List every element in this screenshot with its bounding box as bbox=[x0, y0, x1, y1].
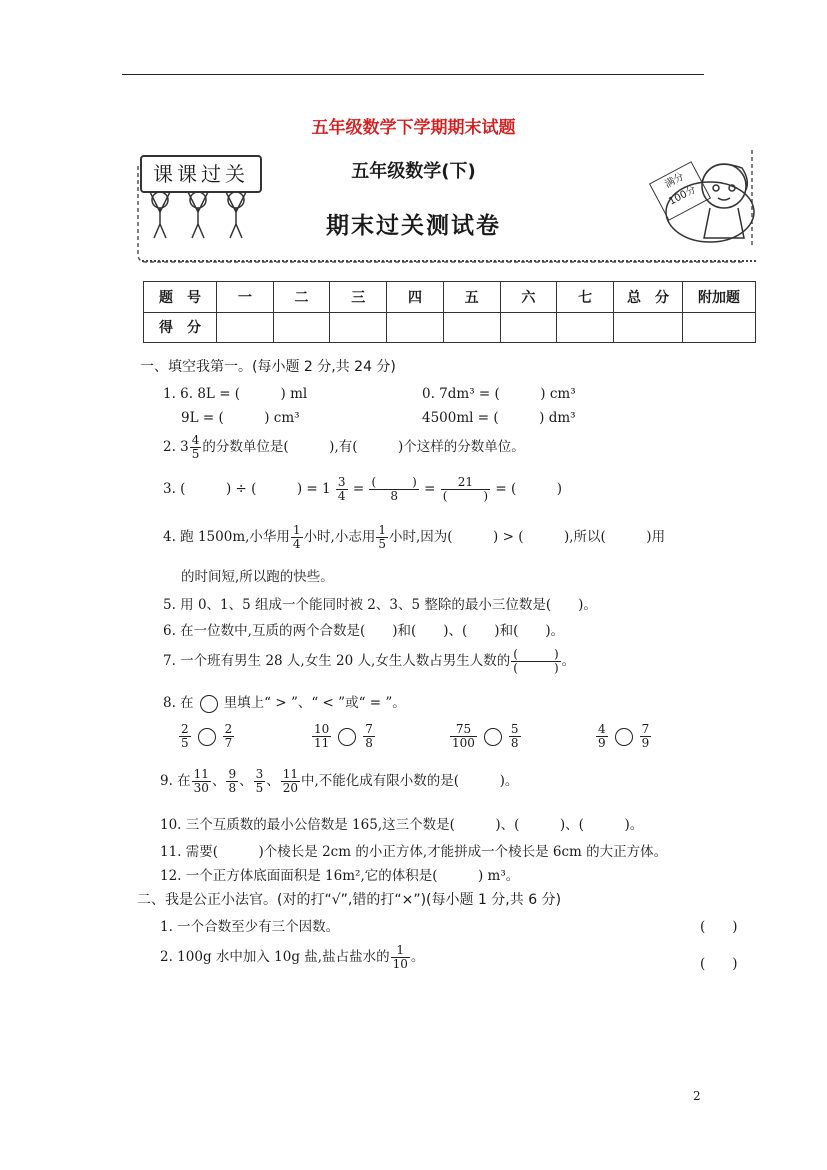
numerator: 7 bbox=[641, 722, 650, 736]
compare-circle-input[interactable] bbox=[198, 728, 216, 746]
denominator: 11 bbox=[314, 736, 330, 750]
denominator: 10 bbox=[392, 957, 408, 971]
score-input-cell[interactable] bbox=[443, 312, 500, 343]
answer-paren[interactable]: ( ) bbox=[700, 919, 738, 935]
banner-stamp: 课课过关 bbox=[140, 155, 262, 193]
q8-pair bbox=[595, 723, 652, 750]
document-title: 五年级数学下学期期末试题 bbox=[311, 118, 516, 138]
page-number: 2 bbox=[693, 1089, 701, 1103]
q8-pair bbox=[449, 723, 522, 750]
question-9 bbox=[160, 768, 518, 795]
denominator: 8 bbox=[228, 781, 237, 795]
denominator: ( ) bbox=[442, 489, 489, 503]
banner-subtitle: 五年级数学(下) bbox=[351, 161, 476, 182]
numerator: 9 bbox=[228, 767, 237, 781]
numerator: 4 bbox=[191, 433, 200, 447]
numerator: 1 bbox=[378, 523, 386, 537]
denominator: 8 bbox=[390, 489, 398, 503]
separator: 、 bbox=[266, 773, 280, 789]
numerator: 10 bbox=[314, 722, 330, 736]
fraction bbox=[226, 768, 238, 795]
table-cell: 四 bbox=[387, 282, 444, 313]
badge-line2: 100分 bbox=[667, 184, 699, 208]
numerator: 11 bbox=[193, 767, 209, 781]
denominator: 5 bbox=[378, 537, 386, 551]
q2-post: 。 bbox=[410, 949, 425, 965]
fraction bbox=[336, 476, 348, 503]
fraction bbox=[441, 476, 490, 503]
tf-question-2 bbox=[160, 944, 424, 971]
question-7 bbox=[163, 648, 575, 675]
fraction bbox=[291, 524, 303, 551]
numerator: 75 bbox=[450, 723, 477, 737]
blank-circle-icon bbox=[200, 695, 218, 713]
score-input-cell[interactable] bbox=[330, 312, 387, 343]
q1a-right: 0. 7dm³ = ( ) cm³ bbox=[422, 386, 576, 402]
denominator: 5 bbox=[255, 781, 264, 795]
score-table bbox=[143, 281, 756, 343]
q2-pre: 2. 3 bbox=[163, 439, 189, 455]
denominator: 9 bbox=[598, 736, 606, 750]
question-2 bbox=[163, 434, 525, 461]
fraction bbox=[369, 476, 418, 503]
q2-post: 的分数单位是( ),有( )个这样的分数单位。 bbox=[202, 439, 525, 455]
q3-post: = ( ) bbox=[495, 481, 563, 497]
numerator: 3 bbox=[255, 767, 264, 781]
q4-part-c: 小时,因为( ) > ( ),所以( )用 bbox=[389, 529, 666, 545]
score-table-score-row bbox=[144, 312, 756, 343]
numerator: 21 bbox=[441, 476, 490, 490]
fraction bbox=[376, 524, 388, 551]
denominator: 100 bbox=[452, 736, 475, 750]
header-rule bbox=[122, 74, 704, 75]
table-cell: 二 bbox=[273, 282, 330, 313]
equals-sign: = bbox=[352, 481, 365, 497]
badge-line1: 满分 bbox=[663, 171, 687, 191]
q9-post: 中,不能化成有限小数的是( )。 bbox=[301, 773, 519, 789]
table-cell: 七 bbox=[557, 282, 614, 313]
question-3 bbox=[163, 476, 562, 503]
numerator: ( ) bbox=[513, 647, 559, 661]
table-cell: 五 bbox=[443, 282, 500, 313]
q7-post: 。 bbox=[561, 653, 576, 669]
score-input-cell[interactable] bbox=[387, 312, 444, 343]
q1b-right: 4500ml = ( ) dm³ bbox=[422, 410, 576, 426]
score-input-cell[interactable] bbox=[683, 312, 756, 343]
numerator: 1 bbox=[292, 523, 301, 537]
fraction bbox=[640, 723, 652, 750]
numerator: 3 bbox=[337, 475, 346, 489]
question-8 bbox=[163, 691, 406, 713]
table-cell: 三 bbox=[330, 282, 387, 313]
numerator: 2 bbox=[224, 722, 233, 736]
score-input-cell[interactable] bbox=[557, 312, 614, 343]
denominator: 4 bbox=[337, 489, 346, 503]
fraction bbox=[391, 944, 410, 971]
q1a-left: 1. 6. 8L = ( ) ml bbox=[163, 386, 308, 402]
denominator: 5 bbox=[191, 447, 200, 461]
q8-pair bbox=[311, 723, 376, 750]
question-4 bbox=[163, 524, 665, 551]
fraction bbox=[223, 723, 235, 750]
compare-circle-input[interactable] bbox=[615, 728, 633, 746]
q8-post: 里填上“ > ”、“ < ”或“ = ”。 bbox=[223, 695, 406, 711]
dotted-separator bbox=[142, 260, 756, 262]
fraction bbox=[190, 434, 202, 461]
denominator: 7 bbox=[224, 736, 233, 750]
fraction bbox=[179, 723, 191, 750]
fraction bbox=[281, 768, 300, 795]
table-cell: 六 bbox=[500, 282, 557, 313]
denominator: ( ) bbox=[513, 661, 559, 675]
denominator: 9 bbox=[641, 736, 650, 750]
q4-part-b: 小时,小志用 bbox=[303, 529, 376, 545]
fraction bbox=[509, 723, 521, 750]
q4-part-a: 4. 跑 1500m,小华用 bbox=[163, 529, 290, 545]
table-cell: 得 分 bbox=[144, 312, 217, 343]
denominator: 5 bbox=[181, 736, 189, 750]
separator: 、 bbox=[211, 773, 226, 789]
q3-pre: 3. ( ) ÷ ( ) = 1 bbox=[163, 481, 331, 497]
compare-circle-input[interactable] bbox=[484, 728, 502, 746]
q8-pre: 8. 在 bbox=[163, 695, 194, 711]
q1b-left: 9L = ( ) cm³ bbox=[181, 410, 300, 426]
q8-pair bbox=[178, 723, 235, 750]
score-input-cell[interactable] bbox=[273, 312, 330, 343]
section2-heading: 二、我是公正小法官。(对的打“√”,错的打“×”)(每小题 1 分,共 6 分) bbox=[137, 892, 562, 908]
score-input-cell[interactable] bbox=[500, 312, 557, 343]
q9-pre: 9. 在 bbox=[160, 773, 191, 789]
section1-heading: 一、填空我第一。(每小题 2 分,共 24 分) bbox=[140, 359, 396, 375]
question-6: 6. 在一位数中,互质的两个合数是( )和( )、( )和( )。 bbox=[163, 623, 565, 639]
question-10: 10. 三个互质数的最小公倍数是 165,这三个数是( )、( )、( )。 bbox=[160, 817, 644, 833]
table-cell: 题 号 bbox=[144, 282, 217, 313]
score-table-header-row bbox=[144, 282, 756, 313]
numerator: 5 bbox=[510, 722, 519, 736]
fraction bbox=[596, 723, 608, 750]
table-cell: 总 分 bbox=[614, 282, 683, 313]
question-11: 11. 需要( )个棱长是 2cm 的小正方体,才能拼成一个棱长是 6cm 的大正方体。 bbox=[160, 844, 668, 860]
fraction bbox=[450, 723, 477, 750]
equals-sign: = bbox=[424, 481, 436, 497]
numerator: 4 bbox=[598, 722, 606, 736]
question-12: 12. 一个正方体底面面积是 16m²,它的体积是( ) m³。 bbox=[160, 868, 520, 884]
numerator: 7 bbox=[365, 722, 373, 736]
score-input-cell[interactable] bbox=[614, 312, 683, 343]
denominator: 8 bbox=[365, 736, 373, 750]
q2-pre: 2. 100g 水中加入 10g 盐,盐占盐水的 bbox=[160, 949, 390, 965]
fraction bbox=[511, 648, 560, 675]
answer-paren[interactable]: ( ) bbox=[700, 956, 738, 972]
numerator: 2 bbox=[181, 722, 189, 736]
question-5: 5. 用 0、1、5 组成一个能同时被 2、3、5 整除的最小三位数是( )。 bbox=[163, 597, 597, 613]
denominator: 4 bbox=[292, 537, 301, 551]
table-cell: 一 bbox=[217, 282, 274, 313]
q4-line2: 的时间短,所以跑的快些。 bbox=[181, 569, 334, 585]
denominator: 8 bbox=[510, 736, 519, 750]
fraction bbox=[192, 768, 211, 795]
numerator: 1 bbox=[391, 944, 410, 958]
denominator: 30 bbox=[193, 781, 209, 795]
fraction bbox=[254, 768, 266, 795]
q7-pre: 7. 一个班有男生 28 人,女生 20 人,女生人数占男生人数的 bbox=[163, 653, 511, 669]
fraction bbox=[312, 723, 331, 750]
numerator: 11 bbox=[282, 767, 299, 781]
table-cell: 附加题 bbox=[683, 282, 756, 313]
tf-question-1: 1. 一个合数至少有三个因数。 bbox=[160, 919, 340, 935]
separator: 、 bbox=[239, 773, 253, 789]
denominator: 20 bbox=[282, 781, 299, 795]
compare-circle-input[interactable] bbox=[338, 728, 356, 746]
numerator: ( ) bbox=[371, 475, 417, 489]
score-input-cell[interactable] bbox=[217, 312, 274, 343]
banner-title: 期末过关测试卷 bbox=[326, 213, 501, 239]
fraction bbox=[363, 723, 375, 750]
